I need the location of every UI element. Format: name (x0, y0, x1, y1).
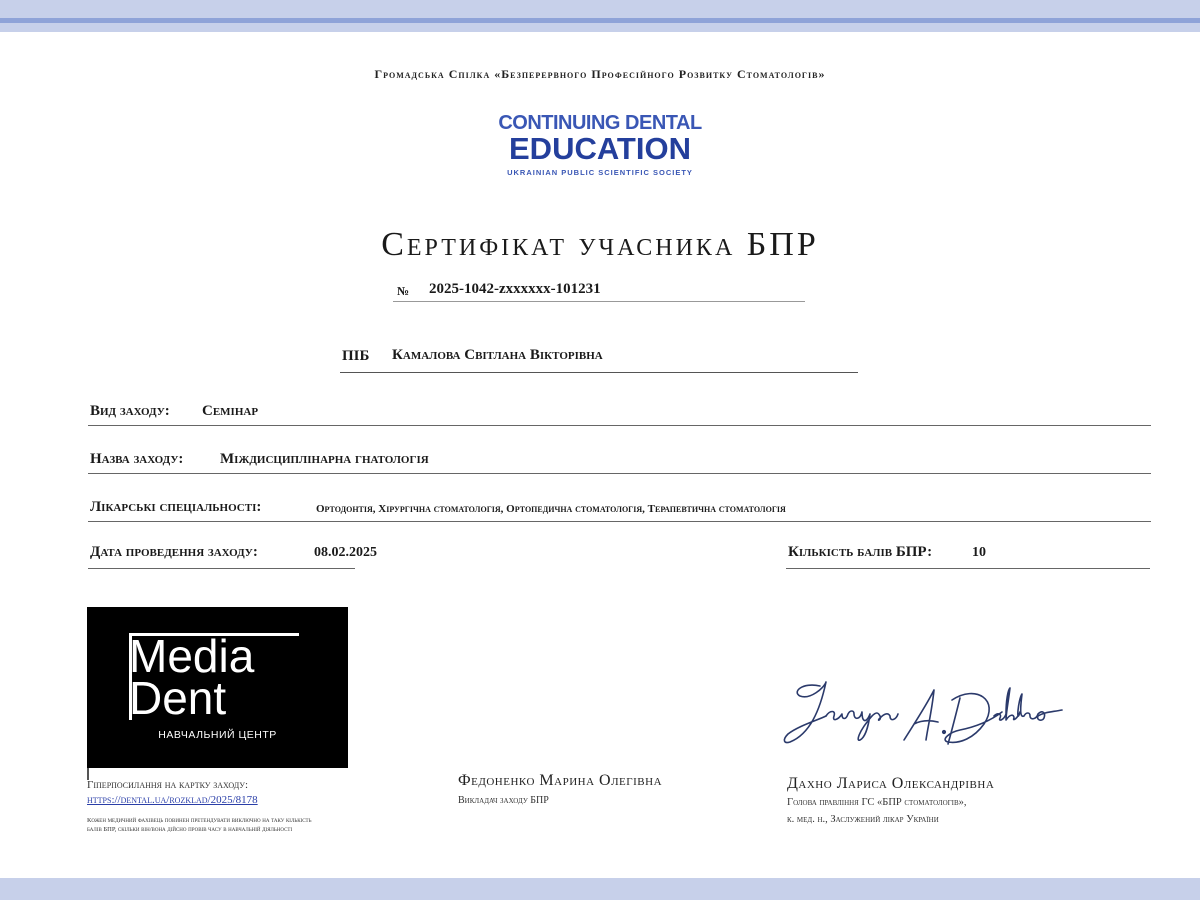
lecturer-name: Федоненко Марина Олегівна (458, 772, 663, 789)
specialties-label: Лікарські спеціальності: (90, 499, 262, 515)
mediadent-logo-word-2: Dent (129, 672, 227, 724)
points-label: Кількість балів БПР: (788, 544, 933, 560)
event-type-row (88, 401, 1151, 426)
event-name-value: Міждисциплінарна гнатологія (220, 451, 429, 467)
event-type-label: Вид заходу: (90, 403, 170, 419)
head-role-line-1: Голова правління ГС «БПР стоматологів», (787, 797, 967, 808)
event-date-value: 08.02.2025 (314, 545, 377, 560)
certificate-number-row (393, 280, 805, 302)
logo-line-1: CONTINUING DENTAL (498, 112, 702, 134)
mediadent-logo-subtitle: НАВЧАЛЬНИЙ ЦЕНТР (158, 729, 277, 741)
logo-line-2: EDUCATION (509, 131, 691, 166)
certificate-number: 2025-1042-zxxxxxx-101231 (429, 281, 601, 297)
event-name-label: Назва заходу: (90, 451, 184, 467)
head-name: Дахно Лариса Олександрівна (787, 775, 995, 792)
event-date-row (88, 544, 377, 569)
event-link-label: Гіперпосилання на картку заходу: (87, 779, 248, 791)
logo-line-3: UKRAINIAN PUBLIC SCIENTIFIC SOCIETY (507, 168, 693, 177)
certificate-title: Сертифікат учасника БПР (381, 226, 819, 263)
participant-label: ПІБ (342, 348, 370, 364)
participant-name: Камалова Світлана Вікторівна (392, 347, 603, 363)
lecturer-role: Викладач заходу БПР (458, 795, 549, 806)
mediadent-logo-word-1: Media (129, 630, 255, 682)
top-border-line (0, 18, 1200, 23)
specialties-row (88, 497, 1151, 522)
organization-title: Громадська Спілка «Безперервного Професійного Розвитку Стоматологів» (374, 67, 826, 81)
event-link[interactable]: https://dental.ua/rozklad/2025/8178 (87, 794, 258, 806)
event-date-label: Дата проведення заходу: (90, 544, 258, 560)
specialties-value: Ортодонтія, Хірургічна стоматологія, Ортопедична стоматологія, Терапевтична стоматологія (316, 503, 786, 515)
event-type-value: Семінар (202, 403, 259, 419)
bottom-border-band (0, 878, 1200, 900)
disclaimer-text: Кожен медичний фахівець повинен претендувати виключно на таку кількість балів БПР, скільки він/вона дійсно провів часу в навчальній діяльності (87, 817, 312, 833)
cde-logo (480, 112, 720, 182)
participant-row (340, 345, 858, 373)
event-name-row (88, 449, 1151, 474)
head-signature (780, 670, 1070, 760)
mediadent-logo (87, 607, 348, 768)
head-role-line-2: к. мед. н., Заслужений лікар України (787, 814, 939, 825)
top-border-band (0, 0, 1200, 32)
certificate-number-label: № (397, 284, 410, 298)
points-row (786, 544, 1150, 569)
points-value: 10 (972, 545, 986, 560)
